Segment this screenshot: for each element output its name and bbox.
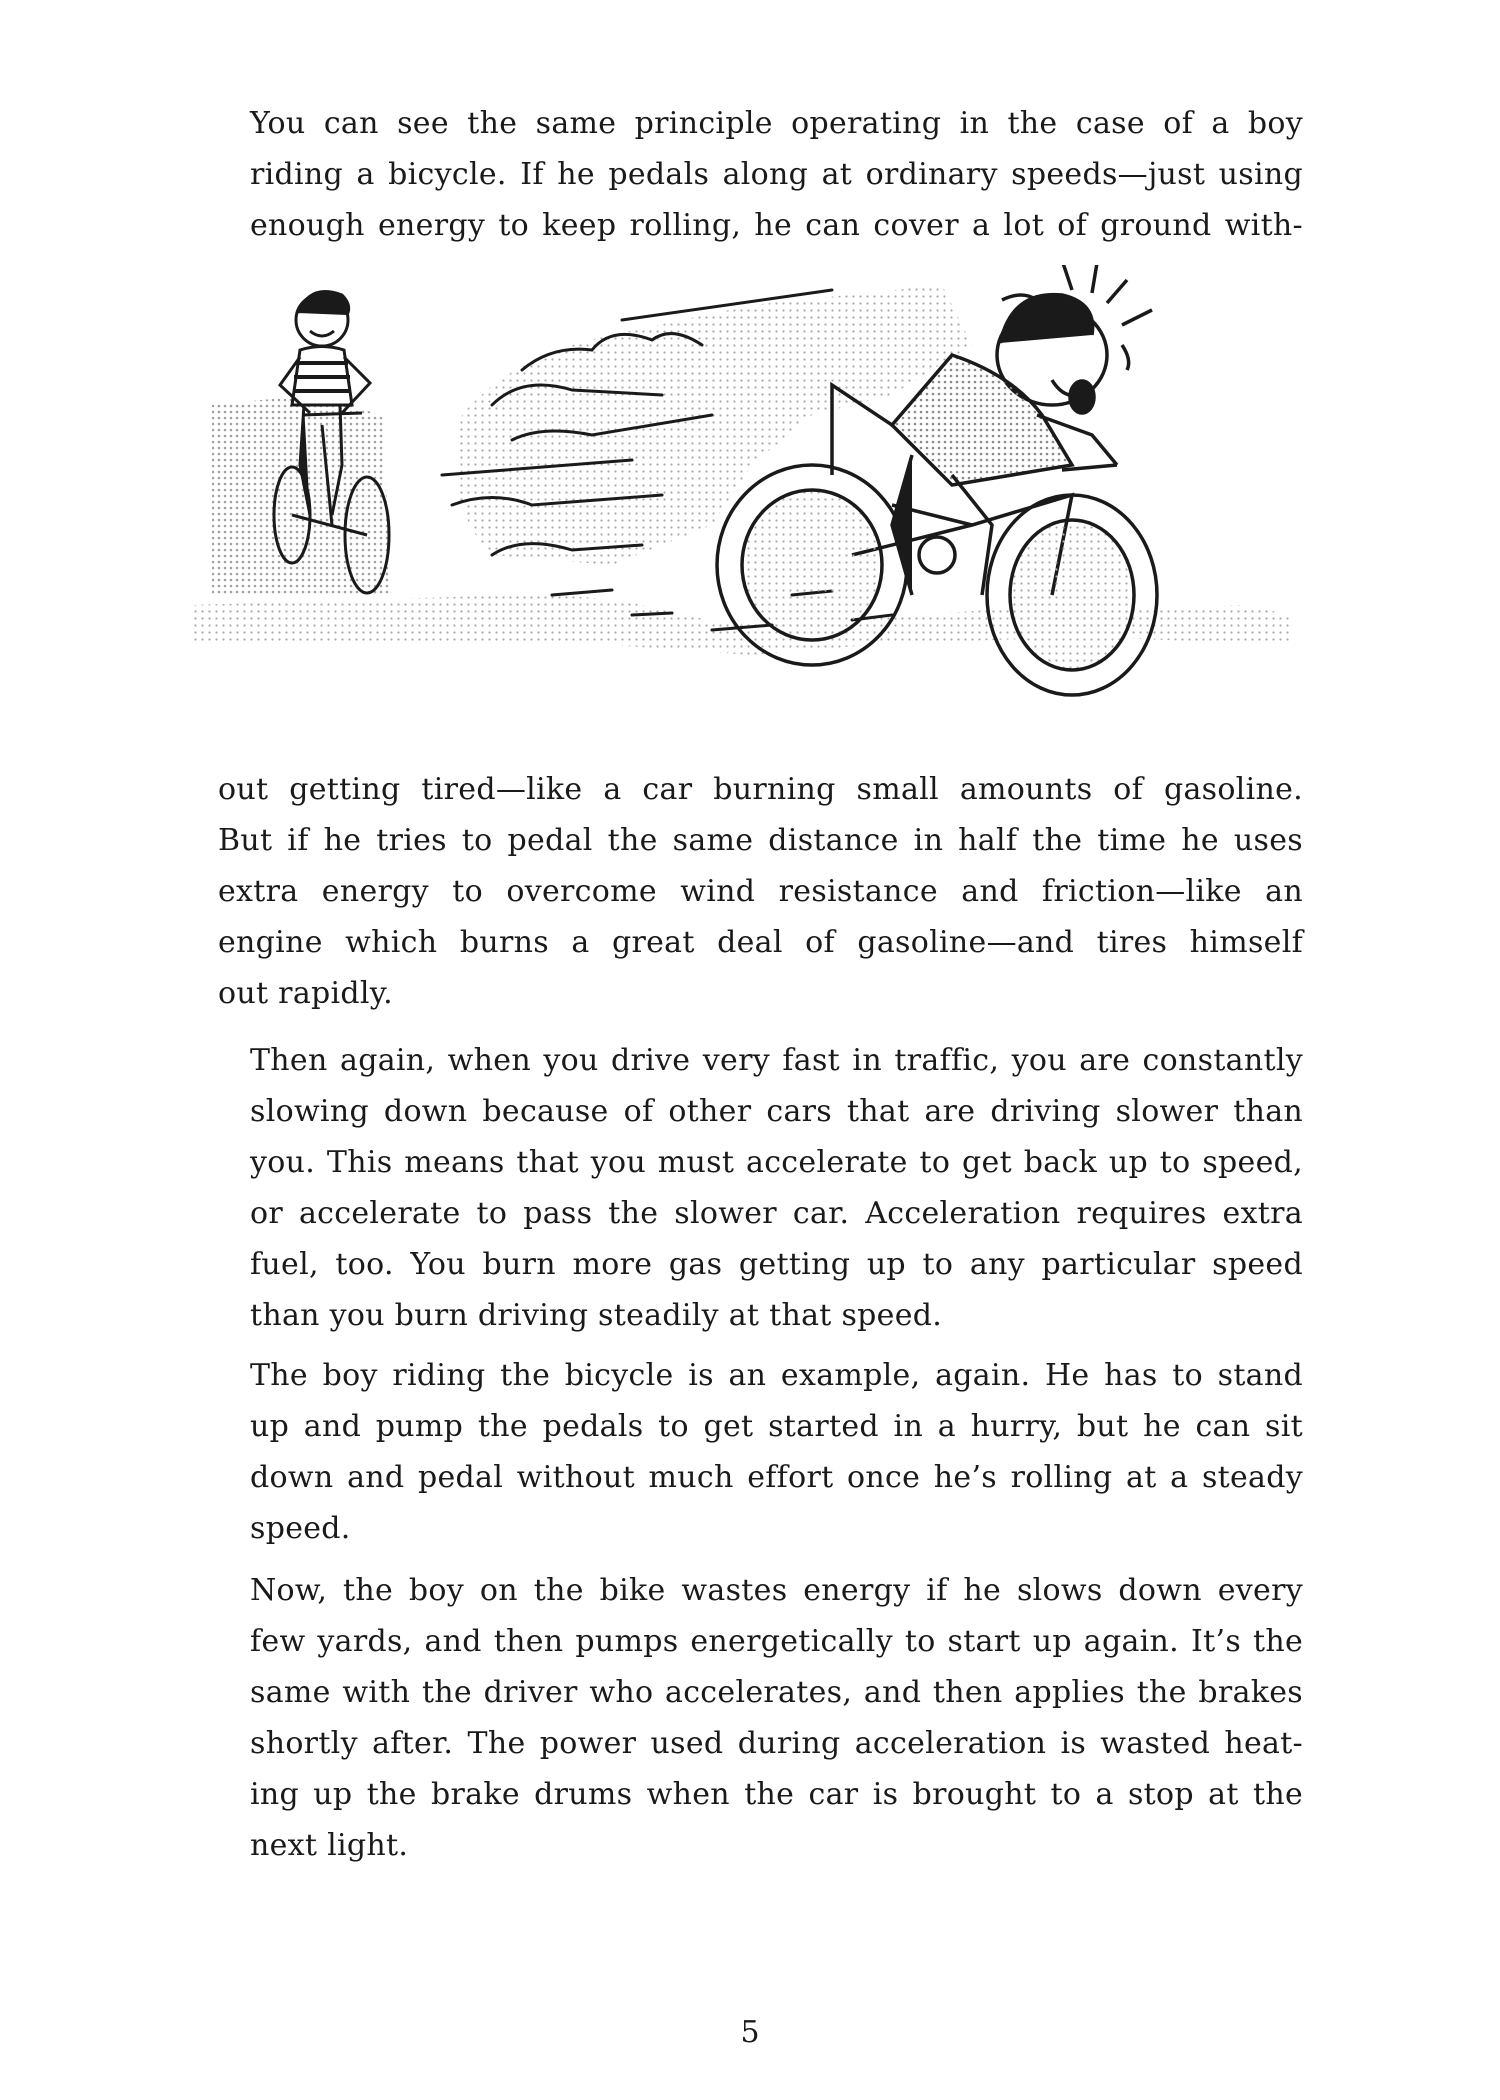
text-line: same with the driver who accelerates, and then applies the brakes [250, 1675, 1303, 1710]
text-line: riding a bicycle. If he pedals along at ordinary speeds—just using [250, 157, 1303, 192]
text-line: You can see the same principle operating in the case of a boy [250, 106, 1303, 141]
paragraph-4 [218, 1565, 1303, 1871]
text-line: enough energy to keep rolling, he can cover a lot of ground with- [250, 208, 1303, 243]
text-line: speed. [250, 1511, 351, 1546]
text-line: The boy riding the bicycle is an example, again. He has to stand [250, 1358, 1303, 1393]
paragraph-1-continued [218, 764, 1303, 1019]
text-line: or accelerate to pass the slower car. Acceleration requires extra [250, 1196, 1303, 1231]
text-line: down and pedal without much effort once he’s rolling at a steady [250, 1460, 1303, 1495]
text-line: shortly after. The power used during acceleration is wasted heat- [250, 1726, 1303, 1761]
paragraph-2 [218, 1035, 1303, 1341]
text-line: out rapidly. [218, 976, 393, 1011]
text-line: out getting tired—like a car burning small amounts of gasoline. [218, 772, 1303, 807]
text-line: than you burn driving steadily at that speed. [250, 1298, 943, 1333]
text-line: few yards, and then pumps energetically to start up again. It’s the [250, 1624, 1303, 1659]
text-line: ing up the brake drums when the car is brought to a stop at the [250, 1777, 1303, 1812]
paragraph-1 [218, 98, 1303, 251]
text-line: next light. [250, 1828, 409, 1863]
text-line: But if he tries to pedal the same distance in half the time he uses [218, 823, 1303, 858]
text-line: fuel, too. You burn more gas getting up to any particular speed [250, 1247, 1303, 1282]
text-line: Then again, when you drive very fast in traffic, you are constantly [250, 1043, 1303, 1078]
text-line: up and pump the pedals to get started in a hurry, but he can sit [250, 1409, 1303, 1444]
text-line: Now, the boy on the bike wastes energy if he slows down every [250, 1573, 1303, 1608]
text-line: slowing down because of other cars that are driving slower than [250, 1094, 1303, 1129]
paragraph-3 [218, 1350, 1303, 1554]
text-line: you. This means that you must accelerate to get back up to speed, [250, 1145, 1303, 1180]
page-number: 5 [740, 2015, 760, 2050]
text-line: engine which burns a great deal of gasoline—and tires himself [218, 925, 1303, 960]
text-line: extra energy to overcome wind resistance and friction—like an [218, 874, 1303, 909]
bicycle-illustration [192, 265, 1292, 755]
